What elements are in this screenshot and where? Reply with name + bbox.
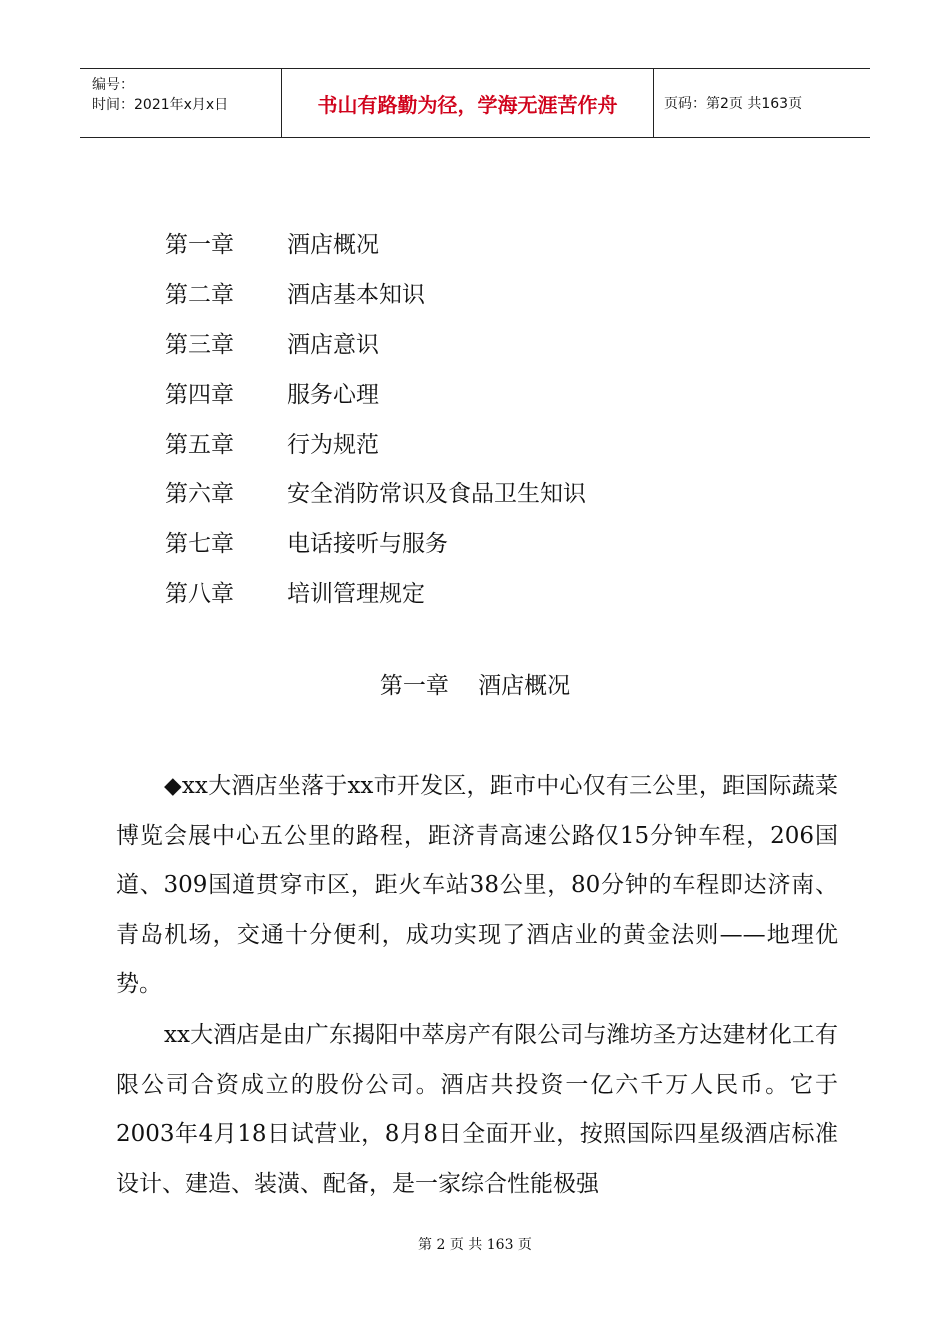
toc-chapter-number: 第六章 xyxy=(165,481,234,508)
page-header xyxy=(80,68,870,138)
header-page-info: 页码：第2页 共163页 xyxy=(664,96,803,112)
toc-chapter-title: 培训管理规定 xyxy=(287,580,425,607)
toc-chapter-title: 酒店基本知识 xyxy=(287,282,425,309)
toc-item xyxy=(165,467,586,517)
toc-chapter-title: 服务心理 xyxy=(287,381,379,408)
toc-chapter-number: 第五章 xyxy=(165,431,234,458)
page-footer: 第 2 页 共 163 页 xyxy=(418,1237,532,1253)
toc-chapter-title: 行为规范 xyxy=(287,431,379,458)
header-motto: 书山有路勤为径，学海无涯苦作舟 xyxy=(282,69,654,137)
toc-chapter-number: 第二章 xyxy=(165,282,234,309)
toc-chapter-title: 安全消防常识及食品卫生知识 xyxy=(287,481,586,508)
toc-chapter-number: 第三章 xyxy=(165,331,234,358)
toc-item xyxy=(165,567,586,617)
toc-item xyxy=(165,218,586,268)
header-time-label: 时间：2021年x月x日 xyxy=(92,97,229,113)
toc-chapter-title: 电话接听与服务 xyxy=(287,531,448,558)
toc-chapter-number: 第一章 xyxy=(165,232,234,259)
body-paragraph: xx大酒店是由广东揭阳中萃房产有限公司与潍坊圣方达建材化工有限公司合资成立的股份公司。酒店共投资一亿六千万人民币。它于2003年4月18日试营业，8月8日全面开业，按照国际四星级酒店标准设计、建造、装潢、配备，是一家综合性能极强 xyxy=(116,1022,838,1197)
chapter-title: 第一章 酒店概况 xyxy=(379,673,571,699)
toc-chapter-number: 第七章 xyxy=(165,531,234,558)
header-meta xyxy=(80,69,282,137)
toc-item xyxy=(165,367,586,417)
toc-item xyxy=(165,268,586,318)
toc-chapter-title: 酒店意识 xyxy=(287,331,379,358)
toc-item xyxy=(165,417,586,467)
body-paragraph: ◆xx大酒店坐落于xx市开发区，距市中心仅有三公里，距国际蔬菜博览会展中心五公里的路程，距济青高速公路仅15分钟车程，206国道、309国道贯穿市区，距火车站38公里，80分钟的车程即达济南、青岛机场，交通十分便利，成功实现了酒店业的黄金法则——地理优势。 xyxy=(116,773,838,997)
toc-item xyxy=(165,517,586,567)
toc-item xyxy=(165,318,586,368)
table-of-contents xyxy=(165,218,586,616)
toc-chapter-title: 酒店概况 xyxy=(287,232,379,259)
toc-chapter-number: 第四章 xyxy=(165,381,234,408)
header-number-label: 编号： xyxy=(92,77,134,93)
toc-chapter-number: 第八章 xyxy=(165,580,234,607)
